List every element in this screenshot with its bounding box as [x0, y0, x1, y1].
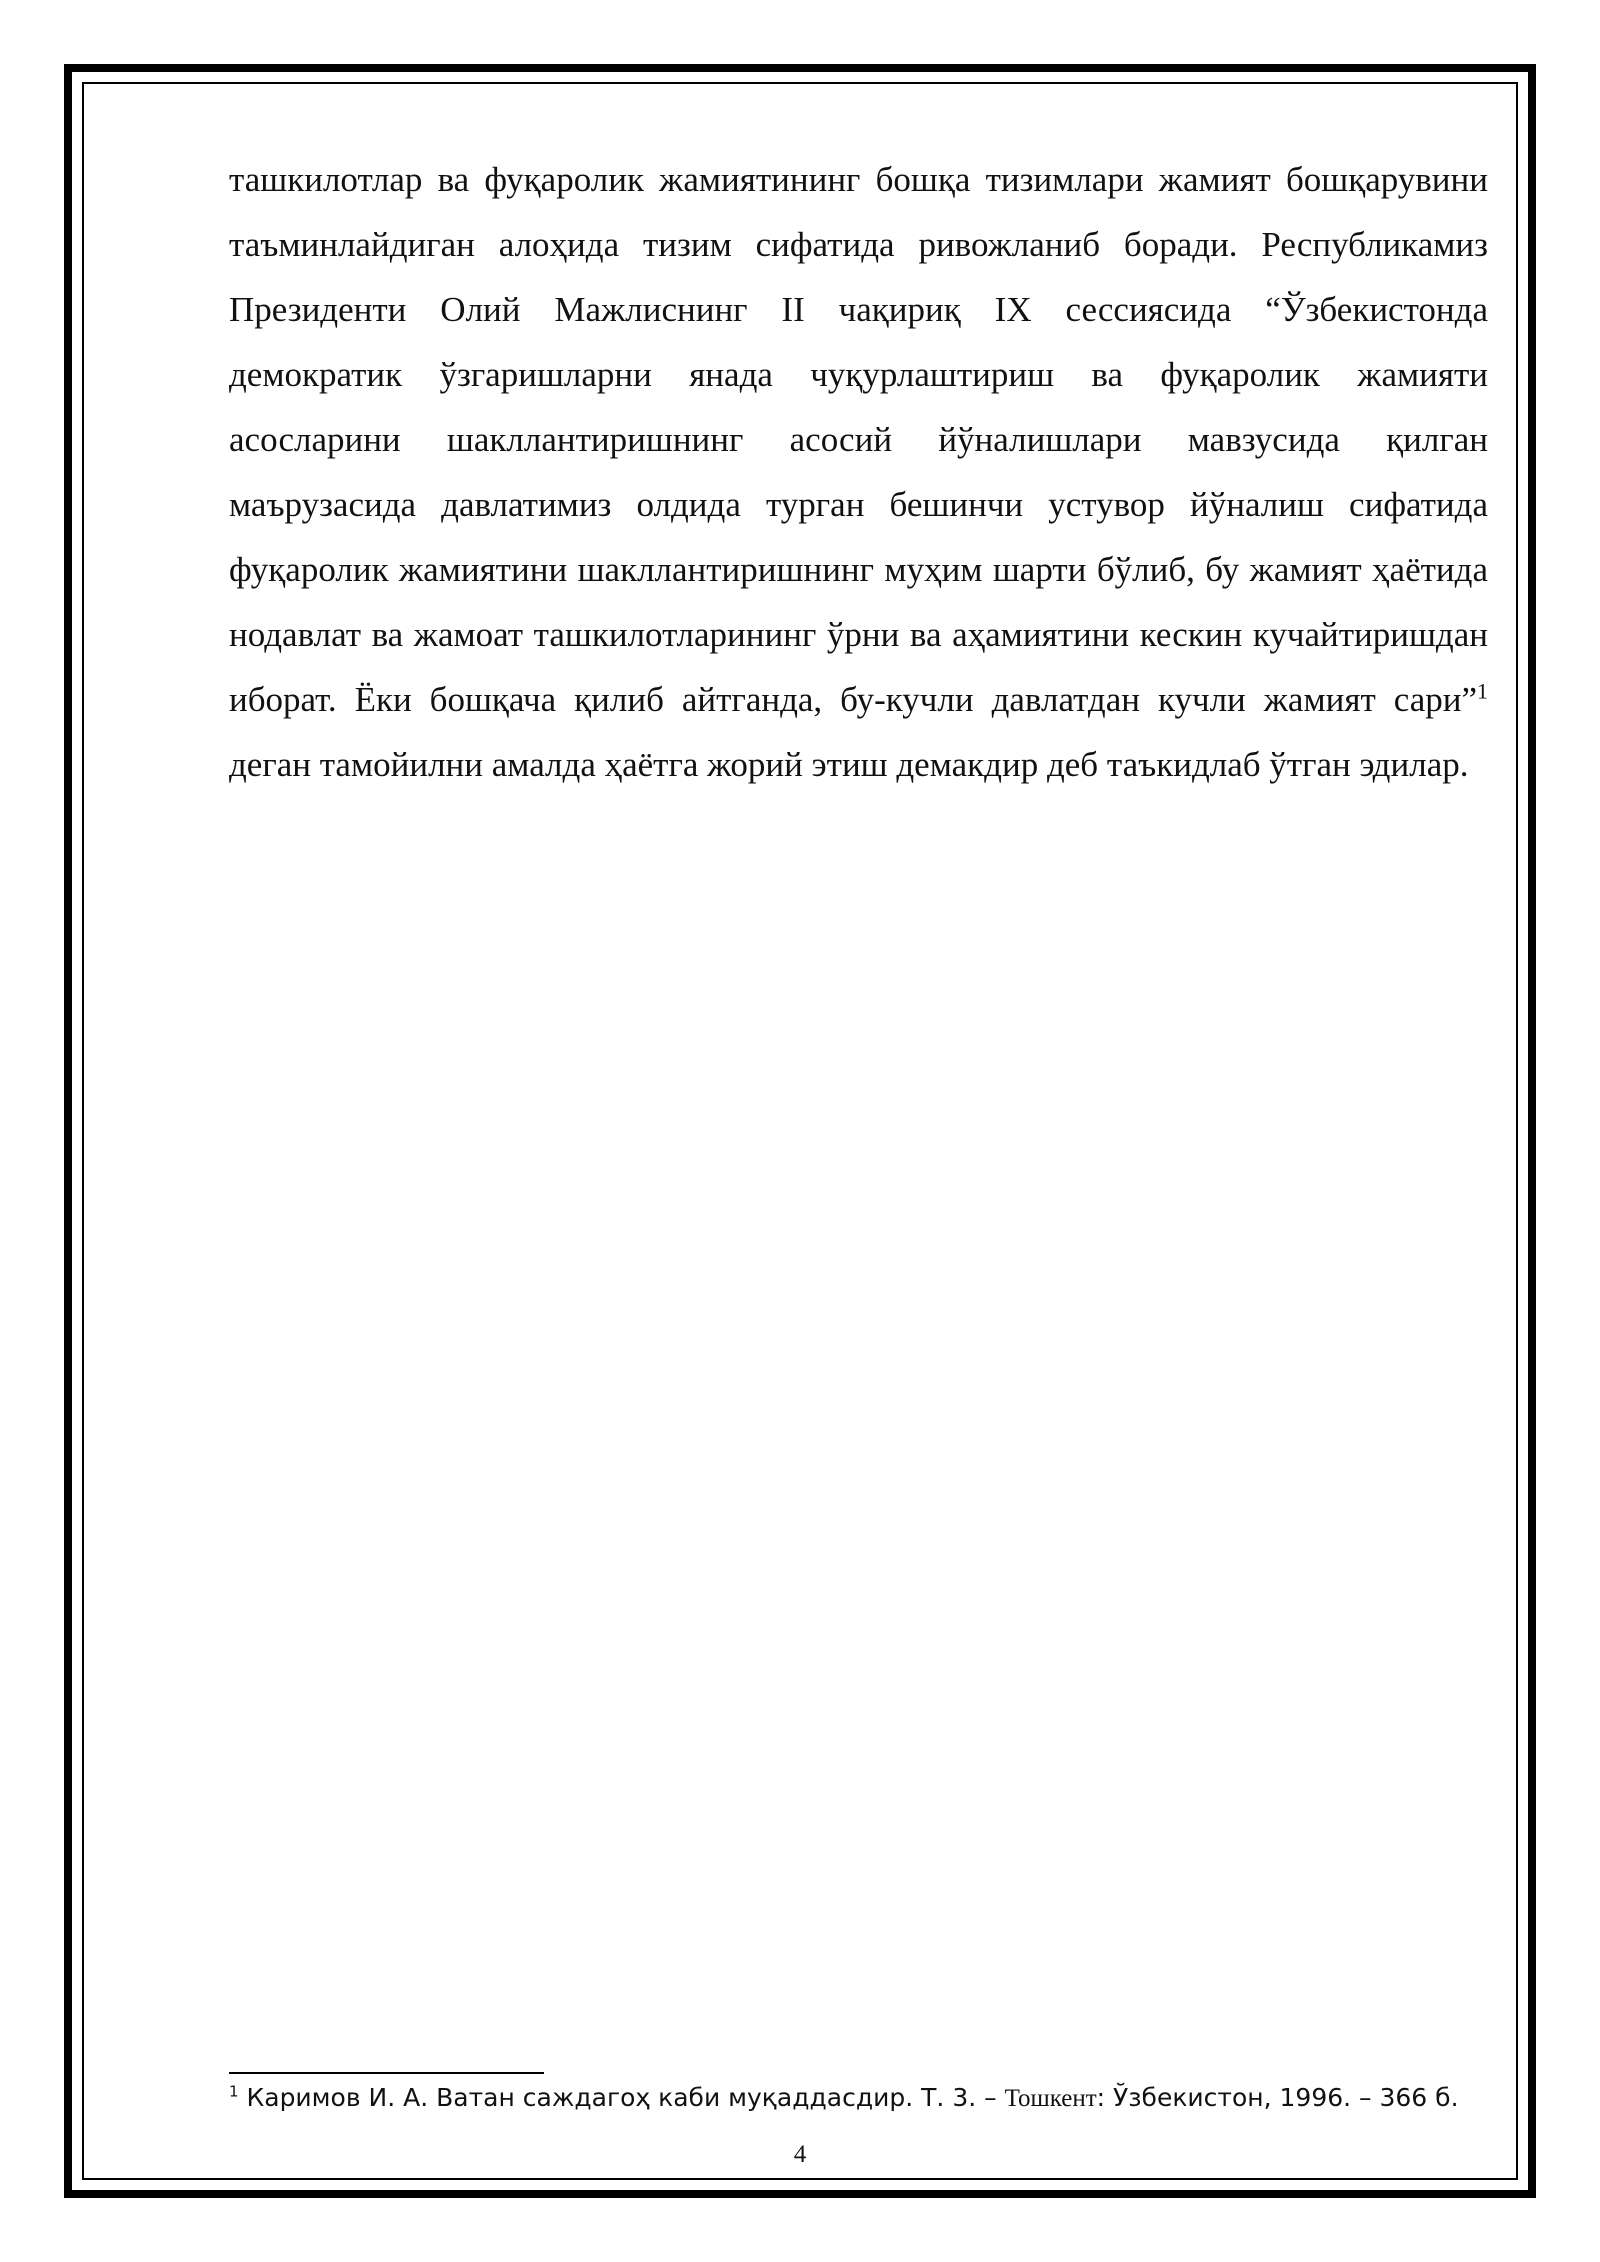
footnote: [229, 2078, 1488, 2119]
body-text-part1: ташкилотлар ва фуқаролик жамиятининг бошқа тизимлари жамият бошқарувини таъминлайдиган алоҳида тизим сифатида ривожланиб боради. Республикамиз Президенти Олий Мажлиснинг II чақириқ IX сессиясида “Ўзбекистонда демократик ўзгаришларни янада чуқурлаштириш ва фуқаролик жамияти асосларини шакллантиришнинг асосий йўналишлари мавзусида қилган маърузасида давлатимиз олдида турган бешинчи устувор йўналиш сифатида фуқаролик жамиятини шакллантиришнинг муҳим шарти бўлиб, бу жамият ҳаётида нодавлат ва жамоат ташкилотларининг ўрни ва аҳамиятини кескин кучайтиришдан иборат. Ёки бошқача қилиб айтганда, бу-кучли давлатдан кучли жамият сари”: [229, 160, 1488, 719]
footnote-text-end: : Ўзбекистон, 1996. – 366 б.: [1096, 2083, 1459, 2112]
footnote-reference[interactable]: 1: [1477, 678, 1488, 704]
footnote-mark: 1: [229, 2082, 239, 2101]
footnote-text-start: Каримов И. А. Ватан саждагоҳ каби муқаддасдир. Т. 3. –: [238, 2083, 1005, 2112]
page-number: 4: [793, 2141, 807, 2168]
footnote-city: Тошкент: [1004, 2085, 1097, 2112]
body-paragraph: [229, 147, 1488, 797]
body-text-part2: деган тамойилни амалда ҳаётга жорий этиш демакдир деб таъкидлаб ўтган эдилар.: [229, 745, 1469, 784]
footnote-separator: [229, 2072, 544, 2074]
